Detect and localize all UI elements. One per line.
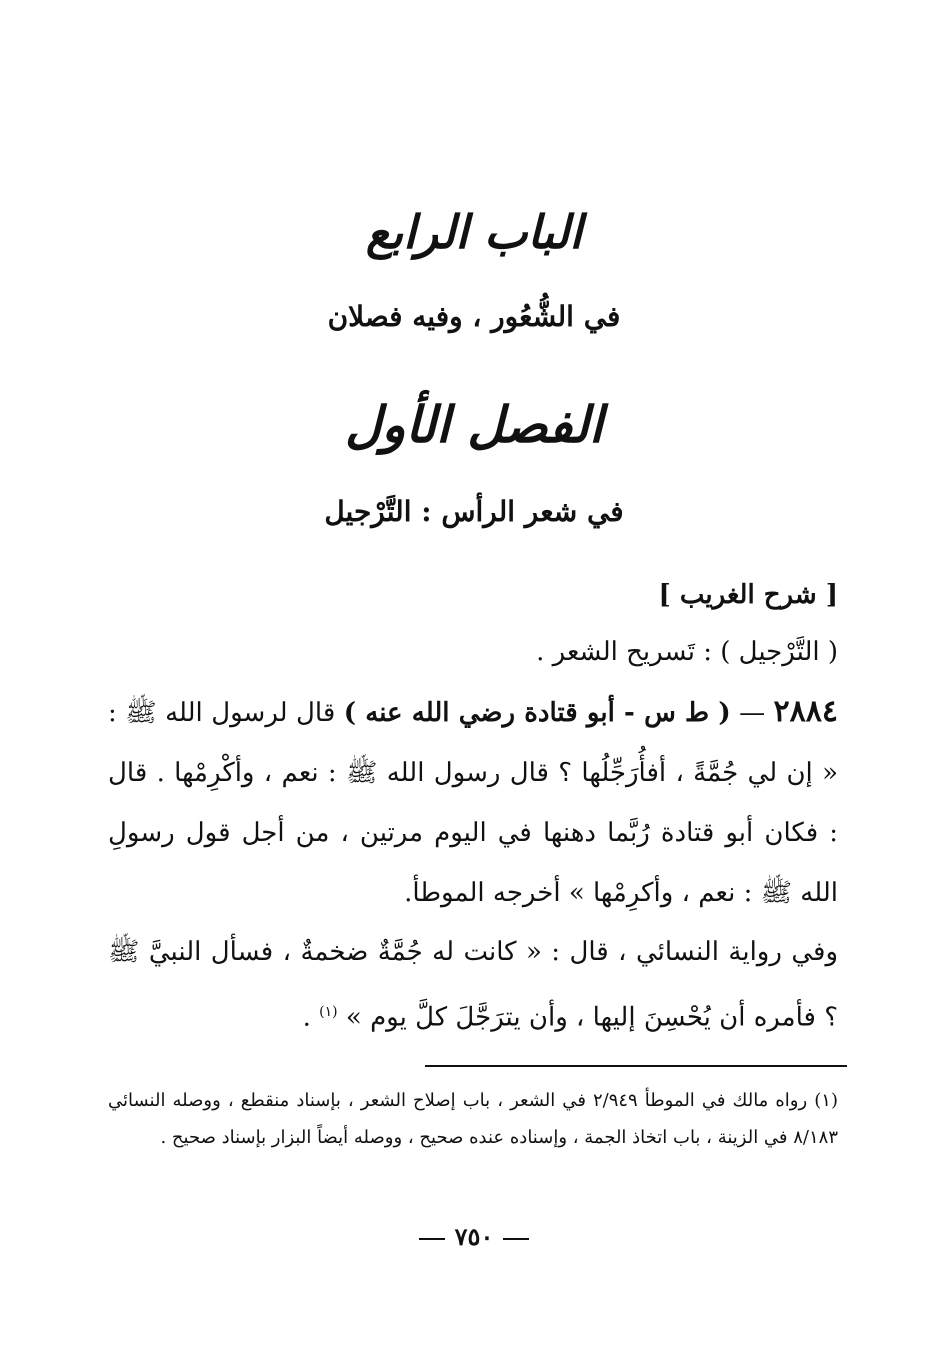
chapter-subtitle: في الشُّعُور ، وفيه فصلان <box>327 300 621 333</box>
variant-text: وفي رواية النسائي ، قال : « كانت له جُمَّةٌ ضخمةٌ ، فسأل النبيَّ ﷺ ؟ فأمره أن يُحْسِنَ إليها ، وأن يترَجَّلَ كلَّ يوم » <box>108 937 838 1033</box>
page-number: ٧٥٠ <box>454 1222 494 1251</box>
hadith-dash: — <box>730 698 766 728</box>
gloss-definition: ( التَّرْجيل ) : تَسريح الشعر . <box>536 637 838 667</box>
variant-paragraph <box>108 922 838 1048</box>
footnote-text: (١) رواه مالك في الموطأ ٢/٩٤٩ في الشعر ، باب إصلاح الشعر ، بإسناد منقطع ، ووصله النسائي ٨/١٨٣ في الزينة ، باب اتخاذ الجمة ، وإسناده عنده صحيح ، ووصله أيضاً البزار بإسناد صحيح . <box>108 1090 838 1148</box>
page-number-line <box>0 1222 948 1251</box>
variant-period: . <box>302 1002 311 1033</box>
page-number-dash-right <box>419 1238 445 1240</box>
page-number-dash-left <box>503 1238 529 1240</box>
hadith-text: قال لرسول الله ﷺ : « إن لي جُمَّةً ، أفأُرَجِّلُها ؟ قال رسول الله ﷺ : نعم ، وأكْرِمْها . قال : فكان أبو قتادة رُبَّما دهنها في اليوم مرتين ، من أجل قول رسولِ الله ﷺ : نعم ، وأكرِمْها » أخرجه الموطأ. <box>108 698 838 908</box>
gloss-heading: [ شرح الغريب ] <box>658 580 838 610</box>
section-subtitle: في شعر الرأس : التَّرْجيل <box>324 495 624 528</box>
footnote-divider <box>425 1065 847 1067</box>
hadith-source: ( ط س - أبو قتادة رضي الله عنه ) <box>343 698 731 728</box>
footnote <box>108 1082 838 1156</box>
hadith-paragraph <box>108 682 838 923</box>
section-title: الفصل الأول <box>345 395 603 454</box>
chapter-title: الباب الرابع <box>365 205 583 259</box>
hadith-number: ٢٨٨٤ <box>773 694 838 729</box>
footnote-reference: (١) <box>319 1004 338 1020</box>
